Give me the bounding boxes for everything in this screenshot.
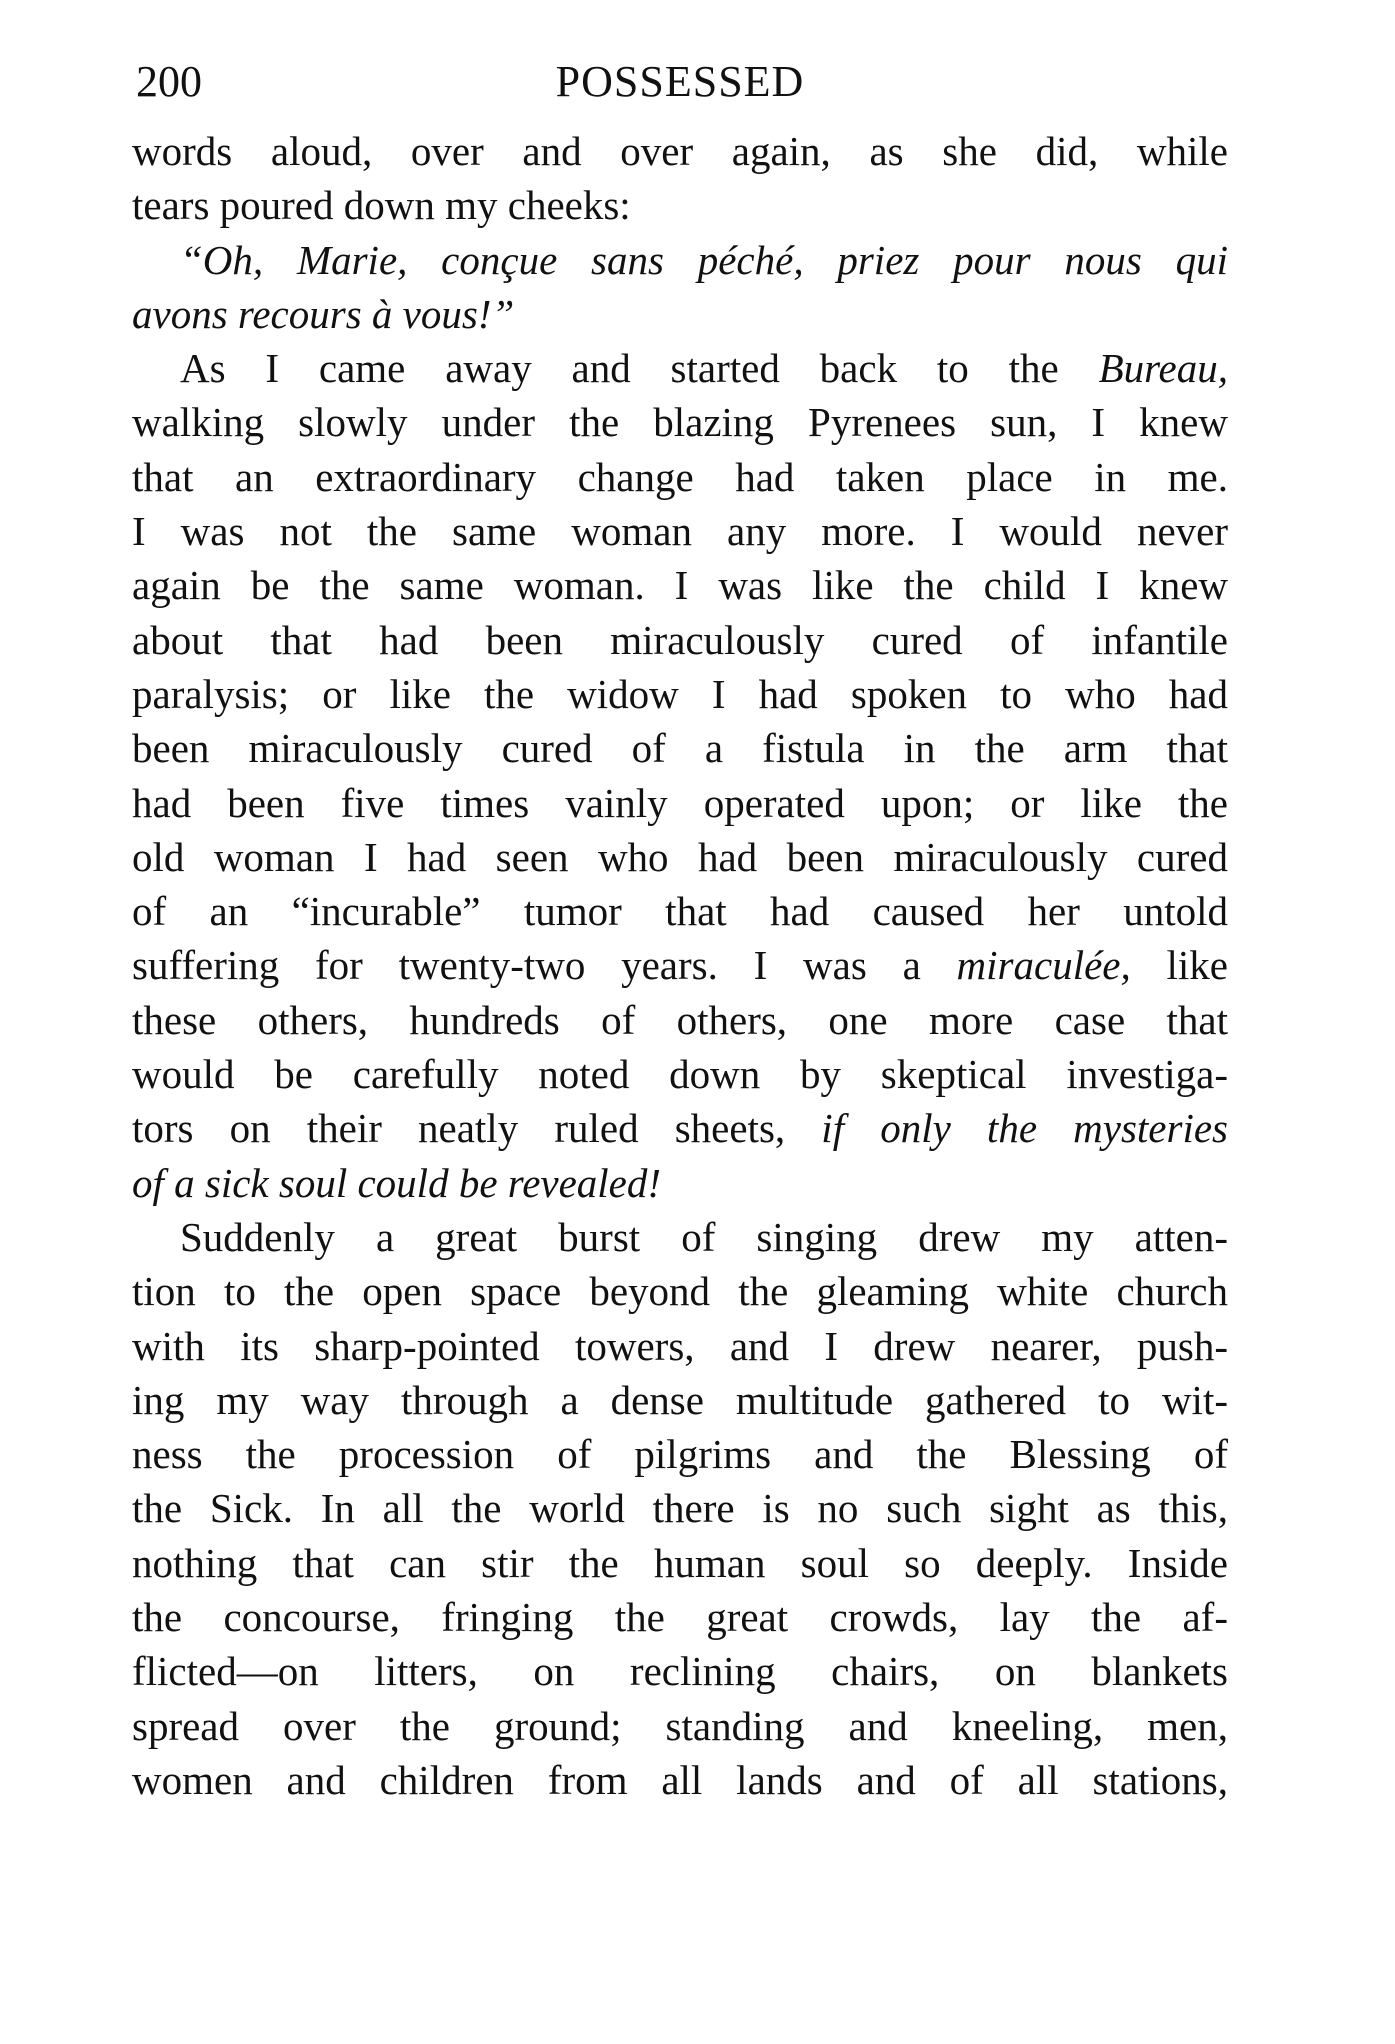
text-line: flicted—on litters, on reclining chairs, on blankets (132, 1648, 1228, 1695)
prayer-line: “Oh, Marie, conçue sans péché, priez pour nous qui (180, 236, 1228, 283)
book-page (132, 52, 1228, 1807)
text-line: words aloud, over and over again, as she did, while (132, 128, 1228, 174)
text-line: of a sick soul could be revealed! (132, 1159, 662, 1206)
prayer-line: avons recours à vous!” (132, 290, 515, 337)
book-title: POSSESSED (555, 57, 805, 106)
text-line: women and children from all lands and of all stations, (132, 1756, 1228, 1803)
text-line: ing my way through a dense multitude gathered to wit- (132, 1376, 1228, 1423)
text-line: tors on their neatly ruled sheets, if only the mysteries (132, 1105, 1228, 1152)
text-line: nothing that can stir the human soul so deeply. Inside (132, 1539, 1228, 1586)
text-line: that an extraordinary change had taken place in me. (132, 453, 1228, 500)
text-line: old woman I had seen who had been miraculously cured (132, 833, 1228, 880)
text-line: tion to the open space beyond the gleaming white church (132, 1268, 1228, 1315)
text-line: the concourse, fringing the great crowds, lay the af- (132, 1594, 1228, 1641)
text-line: I was not the same woman any more. I would never (132, 508, 1228, 555)
text-line: been miraculously cured of a fistula in the arm that (132, 725, 1228, 772)
paragraph-start-line: As I came away and started back to the Bureau, (180, 345, 1228, 392)
text-line: the Sick. In all the world there is no such sight as this, (132, 1485, 1228, 1532)
text-line: these others, hundreds of others, one more case that (132, 996, 1228, 1043)
text-line: of an “incurable” tumor that had caused her untold (132, 888, 1228, 935)
running-head (132, 52, 1228, 112)
paragraph-start-line: Suddenly a great burst of singing drew my atten- (180, 1213, 1228, 1260)
text-line: suffering for twenty-two years. I was a miraculée, like (132, 942, 1228, 989)
text-line: ness the procession of pilgrims and the Blessing of (132, 1431, 1228, 1478)
text-line: would be carefully noted down by skeptical investiga- (132, 1051, 1228, 1098)
page-number: 200 (136, 57, 202, 106)
text-line: with its sharp-pointed towers, and I drew nearer, push- (132, 1322, 1228, 1369)
body-text (132, 124, 1228, 1807)
text-line: had been five times vainly operated upon; or like the (132, 779, 1228, 826)
text-line: paralysis; or like the widow I had spoken to who had (132, 670, 1228, 717)
text-line: tears poured down my cheeks: (132, 182, 631, 229)
text-line: walking slowly under the blazing Pyrenees sun, I knew (132, 399, 1228, 446)
text-line: about that had been miraculously cured of infantile (132, 616, 1228, 663)
text-line: again be the same woman. I was like the child I knew (132, 562, 1228, 609)
text-line: spread over the ground; standing and kneeling, men, (132, 1702, 1228, 1749)
